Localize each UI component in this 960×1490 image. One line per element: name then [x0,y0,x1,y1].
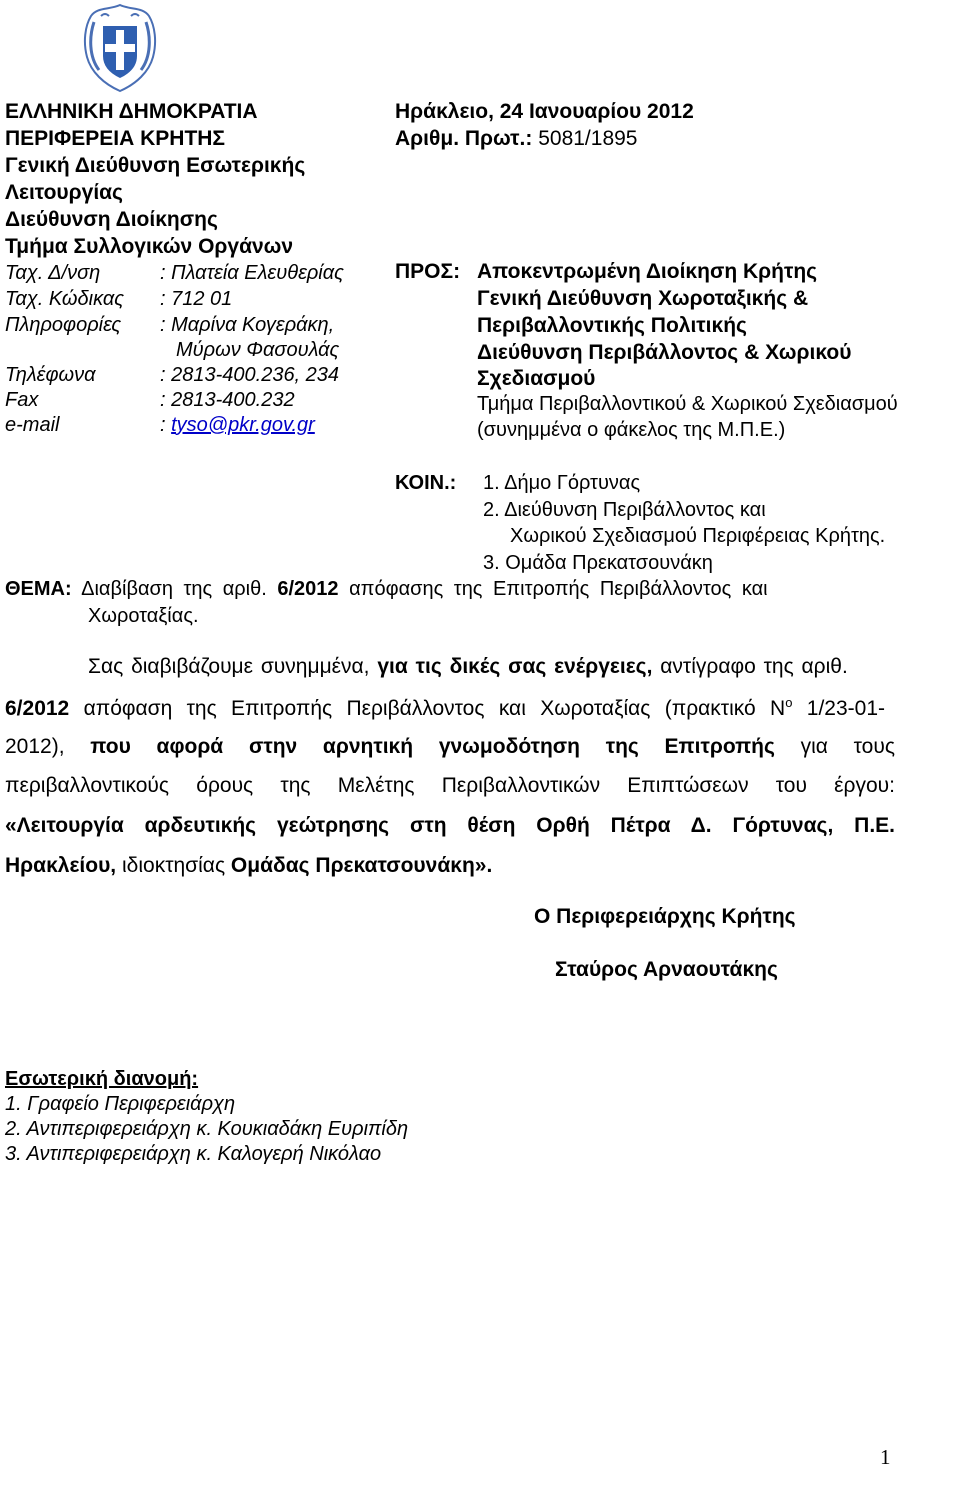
signature-name: Σταύρος Αρναουτάκης [555,958,778,981]
distribution-item: 1. Γραφείο Περιφερειάρχη [5,1093,236,1115]
body-line-5: «Λειτουργία αρδευτικής γεώτρησης στη θέση Ορθή Πέτρα Δ. Γόρτυνας, Π.Ε. [5,814,895,837]
subject-label: ΘΕΜΑ: [5,578,72,600]
cc-item: 3. Ομάδα Πρεκατσουνάκη [483,552,713,574]
contact-value-address: : Πλατεία Ελευθερίας [160,262,344,284]
body-line-4: περιβαλλοντικούς όρους της Μελέτης Περιβαλλοντικών Επιπτώσεων του έργου: [5,774,895,797]
recipients-label: ΠΡΟΣ: [395,260,461,283]
cc-label: ΚΟΙΝ.: [395,472,457,494]
contact-value-info: : Μαρίνα Κογεράκη, [160,314,335,336]
page-number: 1 [880,1445,891,1469]
contact-value-info-2: Μύρων Φασουλάς [176,339,340,361]
contact-value-phones: : 2813-400.236, 234 [160,364,340,386]
protocol-number: Αριθμ. Πρωτ.: 5081/1895 [395,127,638,150]
header-line-directorate: Διεύθυνση Διοίκησης [5,208,218,231]
distribution-item: 2. Αντιπεριφερειάρχη κ. Κουκιαδάκη Ευριπίδη [5,1118,409,1140]
contact-value-postcode: : 712 01 [160,288,233,310]
body-line-3: 2012), που αφορά στην αρνητική γνωμοδότηση της Επιτροπής για τους [5,735,895,758]
signature-title: Ο Περιφερειάρχης Κρήτης [534,905,796,928]
greek-emblem-icon [79,2,161,94]
cc-item-continued: Χωρικού Σχεδιασμού Περιφέρειας Κρήτης. [510,525,886,547]
distribution-heading: Εσωτερική διανομή: [5,1068,199,1090]
recipient-line: Περιβαλλοντικής Πολιτικής [477,314,747,337]
place-date: Ηράκλειο, 24 Ιανουαρίου 2012 [395,100,694,123]
contact-label-fax: Fax [5,389,39,411]
header-line-department: Τμήμα Συλλογικών Οργάνων [5,235,294,258]
cc-item: 1. Δήμο Γόρτυνας [483,472,641,494]
cc-item: 2. Διεύθυνση Περιβάλλοντος και [483,499,766,521]
recipient-department: Τμήμα Περιβαλλοντικού & Χωρικού Σχεδιασμού [477,393,898,415]
body-line-6: Ηρακλείου, ιδιοκτησίας Ομάδας Πρεκατσουνάκη». [5,854,493,877]
contact-value-email: : tyso@pkr.gov.gr [160,414,315,436]
header-line-general-directorate: Γενική Διεύθυνση Εσωτερικής [5,154,306,177]
recipient-line: Αποκεντρωμένη Διοίκηση Κρήτης [477,260,818,283]
subject-line-2: Χωροταξίας. [88,605,199,627]
contact-value-fax: : 2813-400.232 [160,389,295,411]
distribution-item: 3. Αντιπεριφερειάρχη κ. Καλογερή Νικόλαο [5,1143,382,1165]
recipient-line: Σχεδιασμού [477,367,596,390]
header-line-region: ΠΕΡΙΦΕΡΕΙΑ ΚΡΗΤΗΣ [5,127,226,150]
recipient-line: Γενική Διεύθυνση Χωροταξικής & [477,287,809,310]
recipient-line: Διεύθυνση Περιβάλλοντος & Χωρικού [477,341,852,364]
header-line-country: ΕΛΛΗΝΙΚΗ ΔΗΜΟΚΡΑΤΙΑ [5,100,258,123]
subject-line: ΘΕΜΑ: Διαβίβαση της αριθ. 6/2012 απόφασης της Επιτροπής Περιβάλλοντος και [5,578,768,600]
email-link[interactable]: tyso@pkr.gov.gr [171,414,315,436]
contact-label-phones: Τηλέφωνα [5,364,96,386]
recipient-attachment-note: (συνημμένα ο φάκελος της Μ.Π.Ε.) [477,419,786,441]
contact-label-postcode: Ταχ. Κώδικας [5,288,124,310]
contact-label-info: Πληροφορίες [5,314,122,336]
header-line-operations: Λειτουργίας [5,181,123,204]
contact-label-address: Ταχ. Δ/νση [5,262,101,284]
body-line-2: 6/2012 απόφαση της Επιτροπής Περιβάλλοντος και Χωροταξίας (πρακτικό $N^o$ 1/23-01- [5,695,885,720]
contact-label-email: e-mail [5,414,60,436]
body-line-1: Σας διαβιβάζουμε συνημμένα, για τις δικές σας ενέργειες, αντίγραφο της αριθ. [88,655,848,678]
